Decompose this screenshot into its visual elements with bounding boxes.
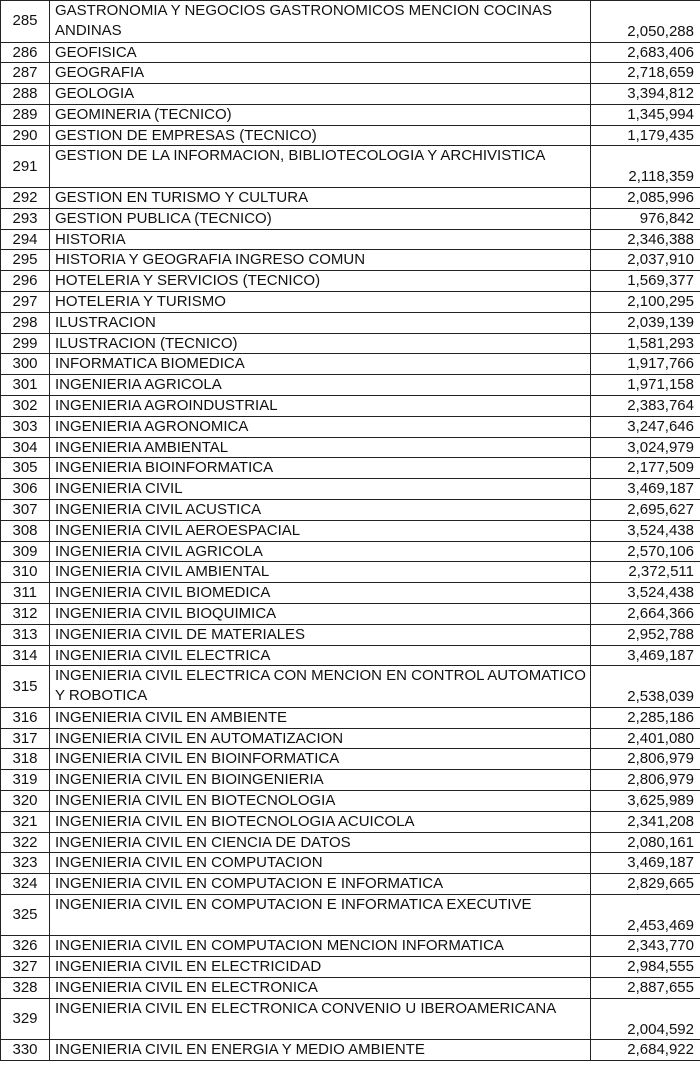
table-row (1, 333, 700, 354)
program-value: 2,664,366 (591, 603, 700, 624)
table-row (1, 520, 700, 541)
table-row (1, 645, 700, 666)
program-value: 1,179,435 (591, 125, 700, 146)
program-name: GEOMINERIA (TECNICO) (50, 104, 591, 125)
row-number: 290 (1, 125, 50, 146)
program-name: ILUSTRACION (TECNICO) (50, 333, 591, 354)
program-value: 2,118,359 (591, 146, 700, 188)
program-name: HISTORIA (50, 229, 591, 250)
row-number: 314 (1, 645, 50, 666)
row-number: 323 (1, 853, 50, 874)
program-name: GESTION DE EMPRESAS (TECNICO) (50, 125, 591, 146)
program-name: INGENIERIA CIVIL EN BIOTECNOLOGIA (50, 791, 591, 812)
program-value: 2,683,406 (591, 42, 700, 63)
row-number: 326 (1, 936, 50, 957)
program-name: INGENIERIA CIVIL EN ELECTRICIDAD (50, 957, 591, 978)
row-number: 287 (1, 63, 50, 84)
row-number: 308 (1, 520, 50, 541)
table-row (1, 499, 700, 520)
program-value: 2,984,555 (591, 957, 700, 978)
program-value: 2,372,511 (591, 562, 700, 583)
program-value: 2,039,139 (591, 312, 700, 333)
row-number: 285 (1, 1, 50, 43)
row-number: 309 (1, 541, 50, 562)
row-number: 322 (1, 832, 50, 853)
program-value: 2,401,080 (591, 728, 700, 749)
program-value: 1,581,293 (591, 333, 700, 354)
program-value: 2,952,788 (591, 624, 700, 645)
table-row (1, 874, 700, 895)
row-number: 295 (1, 250, 50, 271)
program-name: INGENIERIA CIVIL AGRICOLA (50, 541, 591, 562)
table-row (1, 458, 700, 479)
table-row (1, 541, 700, 562)
program-value: 2,538,039 (591, 666, 700, 708)
program-name: INGENIERIA CIVIL EN AMBIENTE (50, 707, 591, 728)
program-name: HISTORIA Y GEOGRAFIA INGRESO COMUN (50, 250, 591, 271)
table-row (1, 1, 700, 43)
row-number: 296 (1, 271, 50, 292)
table-row (1, 1040, 700, 1061)
table-row (1, 728, 700, 749)
table-row (1, 603, 700, 624)
program-value: 3,469,187 (591, 479, 700, 500)
program-name: INGENIERIA AGRONOMICA (50, 416, 591, 437)
program-name: INGENIERIA CIVIL BIOQUIMICA (50, 603, 591, 624)
program-name: INGENIERIA CIVIL EN ELECTRONICA CONVENIO U IBEROAMERICANA (50, 998, 591, 1040)
program-value: 3,625,989 (591, 791, 700, 812)
program-name: INGENIERIA CIVIL BIOMEDICA (50, 583, 591, 604)
row-number: 299 (1, 333, 50, 354)
table-row (1, 936, 700, 957)
program-name: GESTION PUBLICA (TECNICO) (50, 208, 591, 229)
table-row (1, 187, 700, 208)
table-row (1, 375, 700, 396)
table-row (1, 666, 700, 708)
program-value: 3,247,646 (591, 416, 700, 437)
program-name: INGENIERIA CIVIL EN BIOINGENIERIA (50, 770, 591, 791)
program-value: 2,684,922 (591, 1040, 700, 1061)
row-number: 315 (1, 666, 50, 708)
table-row (1, 894, 700, 936)
program-value: 2,570,106 (591, 541, 700, 562)
table-row (1, 562, 700, 583)
program-value: 2,829,665 (591, 874, 700, 895)
row-number: 289 (1, 104, 50, 125)
program-name: GEOGRAFIA (50, 63, 591, 84)
program-name: INGENIERIA CIVIL EN BIOINFORMATICA (50, 749, 591, 770)
table-row (1, 84, 700, 105)
row-number: 307 (1, 499, 50, 520)
table-row (1, 832, 700, 853)
row-number: 319 (1, 770, 50, 791)
row-number: 324 (1, 874, 50, 895)
program-name: INGENIERIA AMBIENTAL (50, 437, 591, 458)
row-number: 301 (1, 375, 50, 396)
program-name: INGENIERIA CIVIL EN COMPUTACION E INFORMATICA (50, 874, 591, 895)
program-value: 2,806,979 (591, 749, 700, 770)
program-value: 1,569,377 (591, 271, 700, 292)
program-name: INGENIERIA CIVIL ELECTRICA (50, 645, 591, 666)
program-name: INGENIERIA CIVIL (50, 479, 591, 500)
table-row (1, 250, 700, 271)
program-value: 2,050,288 (591, 1, 700, 43)
row-number: 311 (1, 583, 50, 604)
program-name: HOTELERIA Y SERVICIOS (TECNICO) (50, 271, 591, 292)
row-number: 303 (1, 416, 50, 437)
program-name: HOTELERIA Y TURISMO (50, 291, 591, 312)
table-row (1, 811, 700, 832)
table-row (1, 749, 700, 770)
table-row (1, 42, 700, 63)
row-number: 330 (1, 1040, 50, 1061)
table-row (1, 229, 700, 250)
program-value: 976,842 (591, 208, 700, 229)
table-row (1, 271, 700, 292)
row-number: 293 (1, 208, 50, 229)
table-row (1, 479, 700, 500)
program-value: 2,346,388 (591, 229, 700, 250)
table-row (1, 853, 700, 874)
program-name: INGENIERIA CIVIL EN ELECTRONICA (50, 978, 591, 999)
program-name: INFORMATICA BIOMEDICA (50, 354, 591, 375)
table-row (1, 291, 700, 312)
table-row (1, 791, 700, 812)
program-name: GEOFISICA (50, 42, 591, 63)
row-number: 329 (1, 998, 50, 1040)
program-value: 3,394,812 (591, 84, 700, 105)
row-number: 302 (1, 395, 50, 416)
program-name: INGENIERIA CIVIL EN CIENCIA DE DATOS (50, 832, 591, 853)
program-name: INGENIERIA CIVIL AMBIENTAL (50, 562, 591, 583)
row-number: 312 (1, 603, 50, 624)
table-row (1, 104, 700, 125)
program-name: INGENIERIA CIVIL ACUSTICA (50, 499, 591, 520)
program-value: 1,917,766 (591, 354, 700, 375)
row-number: 328 (1, 978, 50, 999)
row-number: 306 (1, 479, 50, 500)
row-number: 297 (1, 291, 50, 312)
program-name: INGENIERIA CIVIL AEROESPACIAL (50, 520, 591, 541)
program-value: 3,024,979 (591, 437, 700, 458)
table-row (1, 354, 700, 375)
table-row (1, 312, 700, 333)
table-row (1, 208, 700, 229)
program-name: GASTRONOMIA Y NEGOCIOS GASTRONOMICOS MENCION COCINAS ANDINAS (50, 1, 591, 43)
row-number: 300 (1, 354, 50, 375)
program-value: 1,971,158 (591, 375, 700, 396)
table-row (1, 416, 700, 437)
row-number: 327 (1, 957, 50, 978)
program-value: 3,469,187 (591, 645, 700, 666)
program-value: 2,285,186 (591, 707, 700, 728)
row-number: 318 (1, 749, 50, 770)
program-name: GESTION EN TURISMO Y CULTURA (50, 187, 591, 208)
program-name: ILUSTRACION (50, 312, 591, 333)
program-value: 2,004,592 (591, 998, 700, 1040)
table-row (1, 707, 700, 728)
row-number: 288 (1, 84, 50, 105)
program-value: 2,037,910 (591, 250, 700, 271)
row-number: 304 (1, 437, 50, 458)
program-name: INGENIERIA CIVIL EN COMPUTACION (50, 853, 591, 874)
row-number: 320 (1, 791, 50, 812)
table-row (1, 978, 700, 999)
row-number: 298 (1, 312, 50, 333)
program-name: GEOLOGIA (50, 84, 591, 105)
program-name: INGENIERIA CIVIL EN COMPUTACION E INFORMATICA EXECUTIVE (50, 894, 591, 936)
program-name: INGENIERIA CIVIL EN AUTOMATIZACION (50, 728, 591, 749)
program-name: INGENIERIA CIVIL DE MATERIALES (50, 624, 591, 645)
program-value: 2,100,295 (591, 291, 700, 312)
program-value: 3,469,187 (591, 853, 700, 874)
table-row (1, 395, 700, 416)
row-number: 291 (1, 146, 50, 188)
program-value: 2,453,469 (591, 894, 700, 936)
row-number: 294 (1, 229, 50, 250)
program-name: GESTION DE LA INFORMACION, BIBLIOTECOLOGIA Y ARCHIVISTICA (50, 146, 591, 188)
program-value: 2,806,979 (591, 770, 700, 791)
row-number: 321 (1, 811, 50, 832)
program-value: 3,524,438 (591, 583, 700, 604)
program-value: 3,524,438 (591, 520, 700, 541)
table-row (1, 998, 700, 1040)
program-name: INGENIERIA BIOINFORMATICA (50, 458, 591, 479)
program-name: INGENIERIA AGROINDUSTRIAL (50, 395, 591, 416)
table-row (1, 125, 700, 146)
program-name: INGENIERIA CIVIL EN ENERGIA Y MEDIO AMBIENTE (50, 1040, 591, 1061)
program-value: 2,343,770 (591, 936, 700, 957)
program-name: INGENIERIA CIVIL EN BIOTECNOLOGIA ACUICOLA (50, 811, 591, 832)
row-number: 316 (1, 707, 50, 728)
table-row (1, 146, 700, 188)
row-number: 317 (1, 728, 50, 749)
table-row (1, 957, 700, 978)
table-row (1, 437, 700, 458)
table-row (1, 63, 700, 84)
program-name: INGENIERIA CIVIL EN COMPUTACION MENCION INFORMATICA (50, 936, 591, 957)
program-name: INGENIERIA CIVIL ELECTRICA CON MENCION EN CONTROL AUTOMATICO Y ROBOTICA (50, 666, 591, 708)
program-value: 2,080,161 (591, 832, 700, 853)
row-number: 305 (1, 458, 50, 479)
program-value: 2,887,655 (591, 978, 700, 999)
program-value: 2,085,996 (591, 187, 700, 208)
program-value: 2,718,659 (591, 63, 700, 84)
row-number: 310 (1, 562, 50, 583)
row-number: 286 (1, 42, 50, 63)
table-row (1, 770, 700, 791)
table-row (1, 624, 700, 645)
program-value: 2,383,764 (591, 395, 700, 416)
table-body (1, 1, 700, 1061)
row-number: 292 (1, 187, 50, 208)
table-row (1, 583, 700, 604)
program-name: INGENIERIA AGRICOLA (50, 375, 591, 396)
row-number: 325 (1, 894, 50, 936)
row-number: 313 (1, 624, 50, 645)
program-value: 2,695,627 (591, 499, 700, 520)
program-value: 1,345,994 (591, 104, 700, 125)
program-value: 2,177,509 (591, 458, 700, 479)
program-value: 2,341,208 (591, 811, 700, 832)
